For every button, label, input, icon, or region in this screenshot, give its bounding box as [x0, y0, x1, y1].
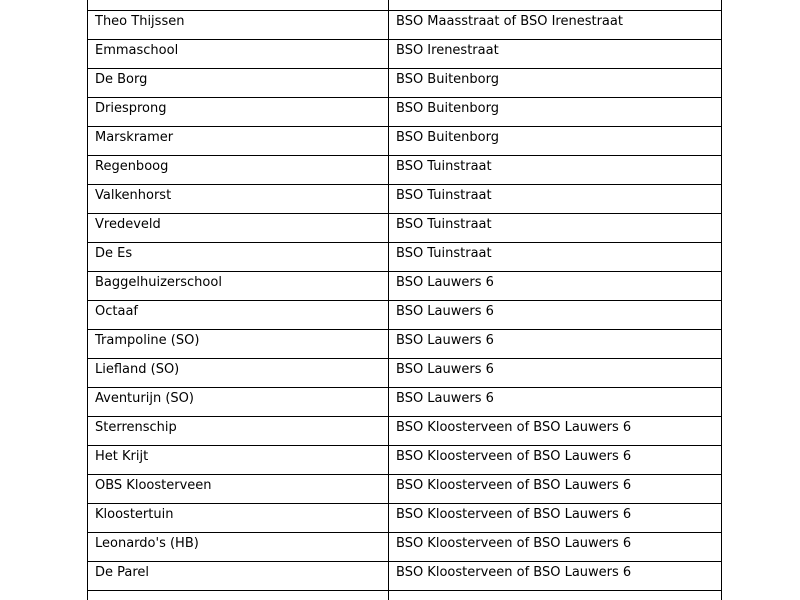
bso-cell	[389, 243, 722, 272]
school-cell	[88, 185, 389, 214]
school-name: Baggelhuizerschool	[95, 274, 222, 290]
school-cell	[88, 301, 389, 330]
bso-location: BSO Lauwers 6	[396, 390, 494, 406]
bso-cell	[389, 214, 722, 243]
table-row	[88, 69, 722, 98]
table-row	[88, 504, 722, 533]
table-row	[88, 475, 722, 504]
school-name: Sterrenschip	[95, 419, 177, 435]
bso-cell	[389, 0, 722, 11]
bso-location: BSO Tuinstraat	[396, 216, 492, 232]
table-row	[88, 330, 722, 359]
bso-location: BSO Buitenborg	[396, 71, 499, 87]
school-name: Het Krijt	[95, 448, 149, 464]
table-row	[88, 388, 722, 417]
bso-location: BSO Kloosterveen of BSO Lauwers 6	[396, 477, 632, 493]
school-cell	[88, 214, 389, 243]
bso-location: BSO Kloosterveen of BSO Lauwers 6	[396, 419, 632, 435]
bso-location: BSO Lauwers 6	[396, 303, 494, 319]
school-name: Vredeveld	[95, 216, 161, 232]
table-row	[88, 533, 722, 562]
bso-location: BSO Lauwers 6	[396, 332, 494, 348]
bso-cell	[389, 562, 722, 591]
bso-cell	[389, 127, 722, 156]
school-bso-table	[87, 0, 722, 600]
table-row	[88, 127, 722, 156]
school-cell	[88, 243, 389, 272]
school-cell	[88, 359, 389, 388]
school-name: Kloostertuin	[95, 506, 174, 522]
school-cell	[88, 98, 389, 127]
school-cell	[88, 330, 389, 359]
bso-cell	[389, 388, 722, 417]
table-row	[88, 359, 722, 388]
school-cell	[88, 11, 389, 40]
school-name: De Parel	[95, 564, 150, 580]
table-row	[88, 562, 722, 591]
bso-cell	[389, 475, 722, 504]
school-cell	[88, 591, 389, 600]
table-row	[88, 272, 722, 301]
bso-location: BSO Buitenborg	[396, 129, 499, 145]
school-cell	[88, 446, 389, 475]
school-name: Marskramer	[95, 129, 174, 145]
school-name: OBS Kloosterveen	[95, 477, 212, 493]
bso-location: BSO Tuinstraat	[396, 187, 492, 203]
bso-location: BSO Kloosterveen of BSO Lauwers 6	[396, 535, 632, 551]
school-cell	[88, 272, 389, 301]
bso-location: BSO Kloosterveen of BSO Lauwers 6	[396, 506, 632, 522]
bso-cell	[389, 69, 722, 98]
school-cell	[88, 0, 389, 11]
school-cell	[88, 40, 389, 69]
bso-cell	[389, 11, 722, 40]
school-name: Leonardo's (HB)	[95, 535, 199, 551]
school-cell	[88, 69, 389, 98]
table-row	[88, 301, 722, 330]
bso-cell	[389, 417, 722, 446]
table-row	[88, 156, 722, 185]
table-body	[88, 0, 722, 600]
bso-location: BSO Irenestraat	[396, 42, 499, 58]
bso-location: BSO Tuinstraat	[396, 245, 492, 261]
bso-cell	[389, 504, 722, 533]
bso-cell	[389, 446, 722, 475]
table-row	[88, 214, 722, 243]
school-cell	[88, 504, 389, 533]
school-cell	[88, 417, 389, 446]
school-cell	[88, 533, 389, 562]
school-cell	[88, 156, 389, 185]
bso-cell	[389, 533, 722, 562]
table-row	[88, 40, 722, 69]
bso-location: BSO Buitenborg	[396, 100, 499, 116]
bso-cell	[389, 330, 722, 359]
school-name: Octaaf	[95, 303, 138, 319]
school-name: Liefland (SO)	[95, 361, 180, 377]
table-row	[88, 11, 722, 40]
table-row	[88, 98, 722, 127]
bso-cell	[389, 272, 722, 301]
bso-location: BSO Lauwers 6	[396, 274, 494, 290]
bso-cell	[389, 301, 722, 330]
bso-cell	[389, 359, 722, 388]
school-cell	[88, 562, 389, 591]
table-row	[88, 243, 722, 272]
school-name: Aventurijn (SO)	[95, 390, 194, 406]
school-name: Theo Thijssen	[95, 13, 185, 29]
table-row	[88, 417, 722, 446]
school-name: Driesprong	[95, 100, 167, 116]
school-cell	[88, 475, 389, 504]
school-cell	[88, 388, 389, 417]
school-name: Valkenhorst	[95, 187, 172, 203]
table-row	[88, 0, 722, 11]
bso-cell	[389, 156, 722, 185]
bso-cell	[389, 591, 722, 600]
bso-location: BSO Maasstraat of BSO Irenestraat	[396, 13, 623, 29]
bso-cell	[389, 185, 722, 214]
school-name: Emmaschool	[95, 42, 179, 58]
school-name: De Borg	[95, 71, 148, 87]
table-row	[88, 591, 722, 600]
bso-location: BSO Tuinstraat	[396, 158, 492, 174]
school-name: De Es	[95, 245, 133, 261]
school-name: Regenboog	[95, 158, 169, 174]
school-name: Trampoline (SO)	[95, 332, 200, 348]
bso-location: BSO Lauwers 6	[396, 361, 494, 377]
table-row	[88, 185, 722, 214]
school-cell	[88, 127, 389, 156]
bso-location: BSO Kloosterveen of BSO Lauwers 6	[396, 564, 632, 580]
bso-cell	[389, 98, 722, 127]
bso-cell	[389, 40, 722, 69]
bso-location: BSO Kloosterveen of BSO Lauwers 6	[396, 448, 632, 464]
table-row	[88, 446, 722, 475]
